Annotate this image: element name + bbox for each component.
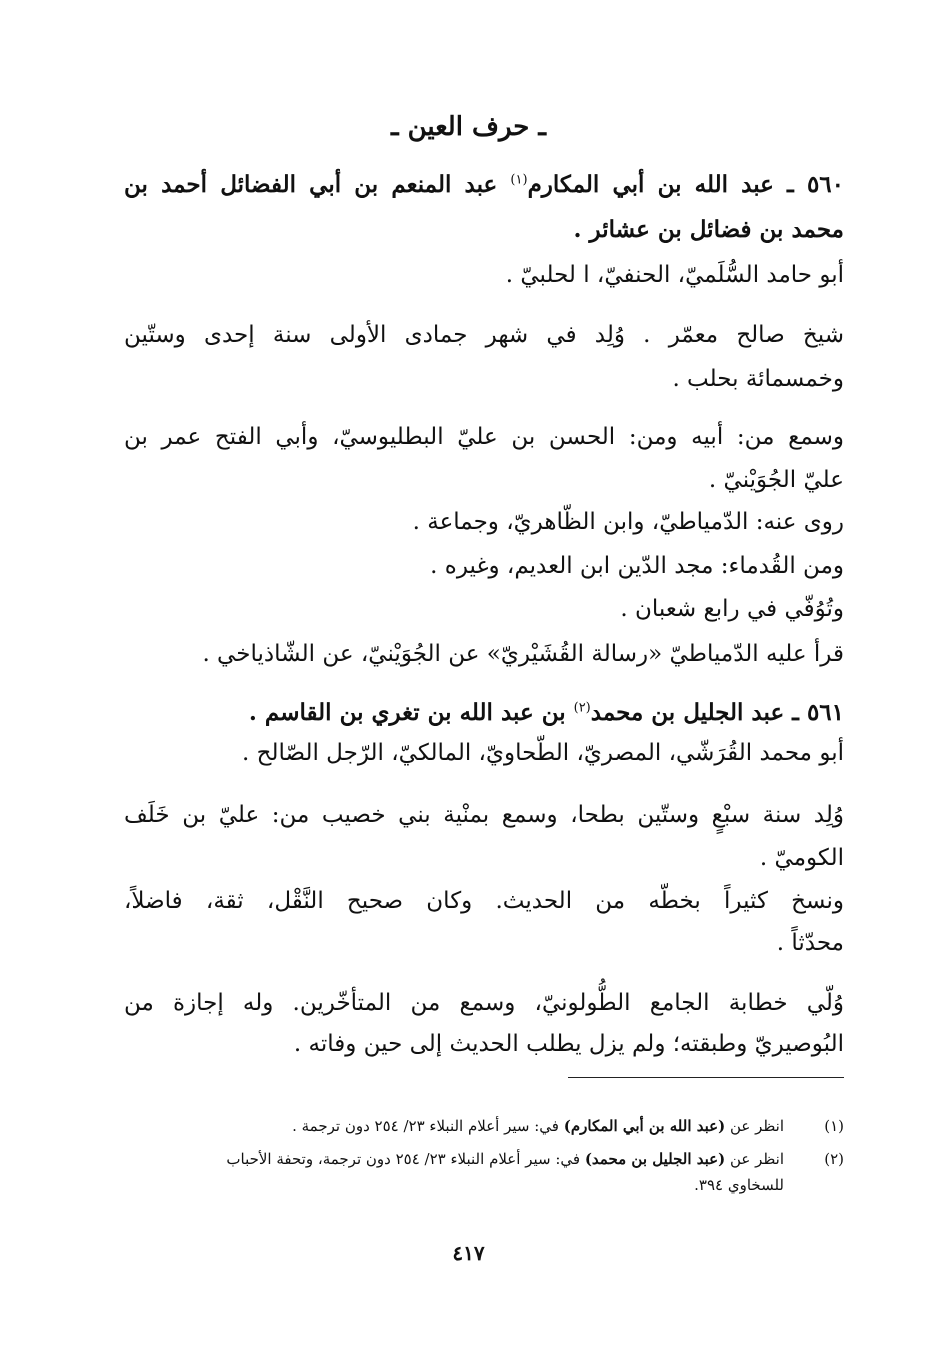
footnote-2-continuation: للسخاوي ٣٩٤.	[694, 1176, 784, 1194]
entry-560-heading-line-1	[124, 168, 844, 202]
entry-560-death: وتُوُفّي في رابع شعبان .	[620, 596, 844, 622]
footnote-1-text: في: سير أعلام النبلاء ٢٣/ ٢٥٤ دون ترجمة .	[292, 1117, 564, 1135]
entry-561-name-part-2: بن عبد الله بن تغري بن القاسم .	[248, 699, 574, 726]
entry-560-kunya: أبو حامد السُّلَميّ، الحنفيّ، ا لحلبيّ .	[505, 262, 844, 288]
entry-560-birth-line-1: شيخ صالح معمّر . وُلِد في شهر جمادى الأولى سنة إحدى وستّين	[124, 322, 844, 348]
page-number: ٤١٧	[452, 1241, 485, 1265]
entry-560-narrators: روى عنه: الدّمياطيّ، وابن الظّاهريّ، وجماعة .	[412, 509, 844, 535]
footnote-2	[124, 1147, 844, 1171]
entry-560-name-part-1: ٥٦٠ ـ عبد الله بن أبي المكارم	[527, 171, 844, 198]
entry-561-office-line-1: وُلّي خطابة الجامع الطُّولونيّ، وسمع من المتأخّرين. وله إجازة من	[124, 990, 844, 1016]
entry-560-heading-line-2: محمد بن فضائل بن عشائر .	[573, 216, 844, 243]
entry-561-birth-line-2: الكوميّ .	[759, 845, 844, 871]
footnote-2-name: (عبد الجليل بن محمد)	[584, 1150, 726, 1168]
footnote-2-text: في: سير أعلام النبلاء ٢٣/ ٢٥٤ دون ترجمة، وتحفة الأحباب	[226, 1150, 585, 1168]
entry-560-teachers-line-2: عليّ الجُوَيْنيّ .	[708, 467, 844, 493]
entry-560-reading: قرأ عليه الدّمياطيّ «رسالة القُشَيْريّ» عن الجُوَيْنيّ، عن الشّاذياخي .	[202, 641, 844, 667]
section-heading: ـ حرف العين ـ	[390, 112, 547, 142]
entry-561-birth-line-1: وُلِد سنة سبْعٍ وستّين بطحا، وسمع بمنْية بني خصيب من: عليّ بن خَلَف	[124, 802, 844, 828]
footnote-2-number: (٢)	[824, 1150, 844, 1168]
footnote-1-name: (عبد الله بن أبي المكارم)	[563, 1117, 726, 1135]
footnote-2-lead: انظر عن	[725, 1150, 784, 1168]
entry-561-office-line-2: البُوصيريّ وطبقته؛ ولم يزل يطلب الحديث إلى حين وفاته .	[293, 1031, 844, 1057]
footnote-1-lead: انظر عن	[725, 1117, 784, 1135]
entry-561-kunya: أبو محمد القُرَشّي، المصريّ، الطّحاويّ، المالكيّ، الرّجل الصّالح .	[242, 740, 844, 766]
entry-560-birth-line-2: وخمسمائة بحلب .	[672, 366, 844, 392]
footnote-ref-1[interactable]: (١)	[510, 172, 528, 188]
footnote-1-number: (١)	[824, 1117, 844, 1135]
footnote-1	[124, 1114, 844, 1138]
footnote-ref-2[interactable]: (٢)	[573, 700, 591, 716]
entry-560-name-part-2: عبد المنعم بن أبي الفضائل أحمد بن	[124, 171, 511, 198]
entry-561-name-part-1: ٥٦١ ـ عبد الجليل بن محمد	[590, 699, 844, 726]
entry-560-teachers-line-1: وسمع من: أبيه ومن: الحسن بن عليّ البطليوسيّ، وأبي الفتح عمر بن	[124, 424, 844, 450]
entry-561-copied-line-2: محدّثاً .	[776, 930, 844, 956]
entry-561-copied-line-1: ونسخ كثيراً بخطّه من الحديث. وكان صحيح النَّقْل، ثقة، فاضلاً،	[124, 888, 844, 914]
entry-561-heading	[124, 696, 844, 730]
footnote-separator	[568, 1077, 844, 1078]
entry-560-elders: ومن القُدماء: مجد الدّين ابن العديم، وغيره .	[430, 553, 844, 579]
